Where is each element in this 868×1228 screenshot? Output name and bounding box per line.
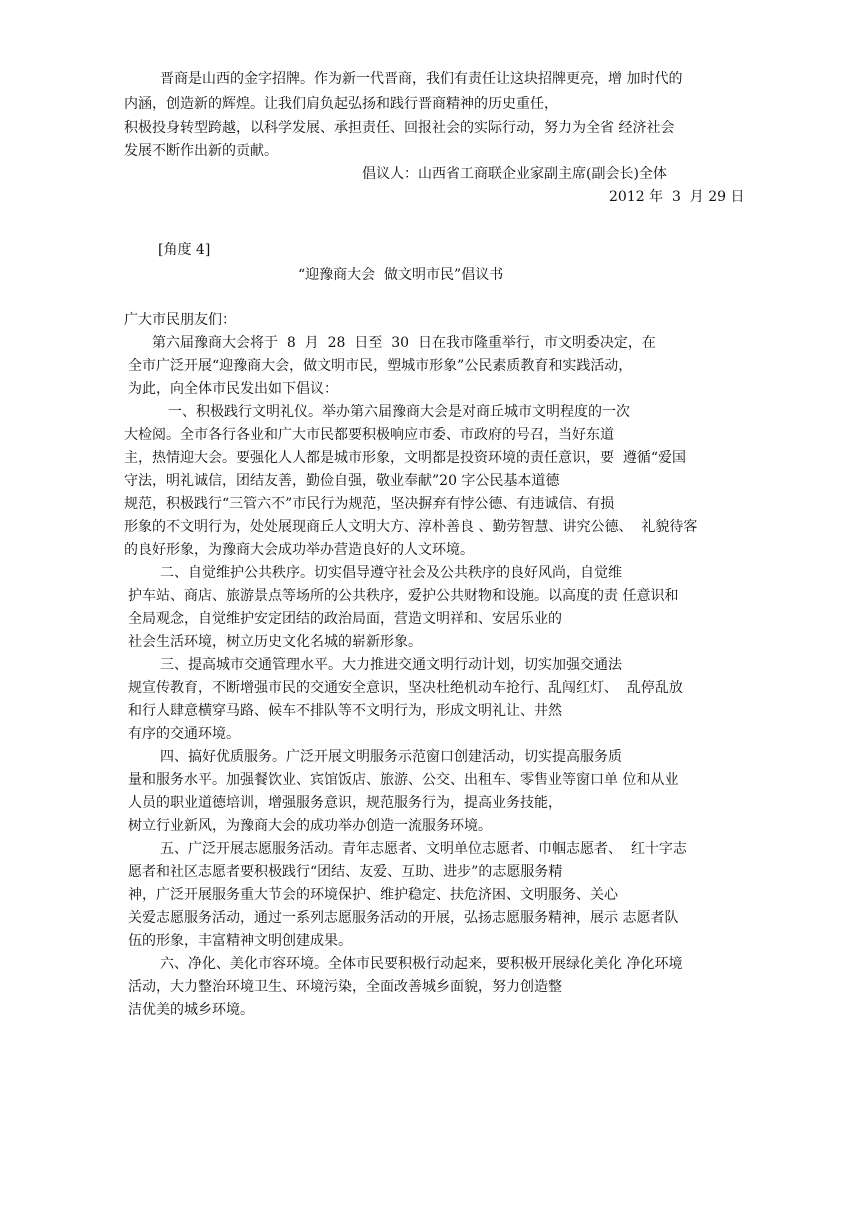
text-line: 全局观念，自觉维护安定团结的政治局面，营造文明祥和、安居乐业的 bbox=[128, 611, 562, 627]
salutation: 广大市民朋友们： bbox=[124, 312, 236, 328]
text-line: 有序的交通环境。 bbox=[128, 726, 240, 742]
text-line: 全市广泛开展“迎豫商大会，做文明市民，塑城市形象”公民素质教育和实践活动， bbox=[128, 358, 633, 374]
text-line: 主，热情迎大会。要强化人人都是城市形象，文明都是投资环境的责任意识，要 遵循“爱国 bbox=[124, 450, 687, 466]
text-line: 晋商是山西的金字招牌。作为新一代晋商，我们有责任让这块招牌更亮，增 加时代的 bbox=[160, 71, 683, 87]
text-line: 积极投身转型跨越，以科学发展、承担责任、回报社会的实际行动，努力为全省 经济社会 bbox=[124, 120, 675, 136]
text-line: 大检阅。全市各行各业和广大市民都要积极响应市委、市政府的号召，当好东道 bbox=[124, 427, 614, 443]
text-line: 形象的不文明行为，处处展现商丘人文明大方、淳朴善良 、勤劳智慧、讲究公德、 礼貌待客 bbox=[124, 519, 698, 535]
text-line: 护车站、商店、旅游景点等场所的公共秩序，爱护公共财物和设施。以高度的责 任意识和 bbox=[128, 588, 679, 604]
text-line: 二、自觉维护公共秩序。切实倡导遵守社会及公共秩序的良好风尚，自觉维 bbox=[160, 565, 622, 581]
signature-line: 倡议人：山西省工商联企业家副主席(副会长)全体 bbox=[362, 166, 667, 182]
text-line: 四、搞好优质服务。广泛开展文明服务示范窗口创建活动，切实提高服务质 bbox=[160, 749, 622, 765]
text-line: 五、广泛开展志愿服务活动。青年志愿者、文明单位志愿者、巾帼志愿者、 红十字志 bbox=[160, 841, 687, 857]
text-line: 量和服务水平。加强餐饮业、宾馆饭店、旅游、公交、出租车、零售业等窗口单 位和从业 bbox=[128, 772, 679, 788]
text-line: 社会生活环境，树立历史文化名城的崭新形象。 bbox=[128, 634, 422, 650]
date-line: 2012 年 3 月 29 日 bbox=[609, 189, 745, 205]
text-line: 伍的形象，丰富精神文明创建成果。 bbox=[128, 933, 352, 949]
text-line: 规范，积极践行“三管六不”市民行为规范，坚决摒弃有悖公德、有违诚信、有损 bbox=[124, 496, 615, 512]
text-line: 神，广泛开展服务重大节会的环境保护、维护稳定、扶危济困、文明服务、关心 bbox=[128, 887, 618, 903]
text-line: 守法，明礼诚信，团结友善，勤俭自强，敬业奉献”20 字公民基本道德 bbox=[124, 473, 560, 489]
text-line: 第六届豫商大会将于 8 月 28 日至 30 日在我市隆重举行，市文明委决定，在 bbox=[152, 335, 656, 351]
text-line: 树立行业新风，为豫商大会的成功举办创造一流服务环境。 bbox=[128, 818, 492, 834]
text-line: 的良好形象，为豫商大会成功举办营造良好的人文环境。 bbox=[124, 542, 474, 558]
text-line: 活动，大力整治环境卫生、环境污染，全面改善城乡面貌，努力创造整 bbox=[128, 979, 562, 995]
text-line: 和行人肆意横穿马路、候车不排队等不文明行为，形成文明礼让、井然 bbox=[128, 703, 562, 719]
text-line: 发展不断作出新的贡献。 bbox=[124, 143, 278, 159]
text-line: 规宣传教育，不断增强市民的交通安全意识，坚决杜绝机动车抢行、乱闯红灯、 乱停乱放 bbox=[128, 680, 683, 696]
section-tag: [角度 4] bbox=[158, 242, 211, 258]
text-line: 内涵，创造新的辉煌。让我们肩负起弘扬和践行晋商精神的历史重任， bbox=[124, 96, 558, 112]
text-line: 洁优美的城乡环境。 bbox=[128, 1002, 254, 1018]
text-line: 人员的职业道德培训，增强服务意识，规范服务行为，提高业务技能， bbox=[128, 795, 562, 811]
text-line: 关爱志愿服务活动，通过一系列志愿服务活动的开展，弘扬志愿服务精神，展示 志愿者队 bbox=[128, 910, 679, 926]
text-line: 愿者和社区志愿者要积极践行“团结、友爱、互助、进步”的志愿服务精 bbox=[128, 864, 563, 880]
text-line: 三、提高城市交通管理水平。大力推进交通文明行动计划，切实加强交通法 bbox=[160, 657, 622, 673]
document-title: “迎豫商大会 做文明市民”倡议书 bbox=[298, 267, 504, 283]
text-line: 六、净化、美化市容环境。全体市民要积极行动起来，要积极开展绿化美化 净化环境 bbox=[160, 956, 683, 972]
text-line: 为此，向全体市民发出如下倡议： bbox=[128, 381, 338, 397]
text-line: 一、积极践行文明礼仪。举办第六届豫商大会是对商丘城市文明程度的一次 bbox=[168, 404, 630, 420]
